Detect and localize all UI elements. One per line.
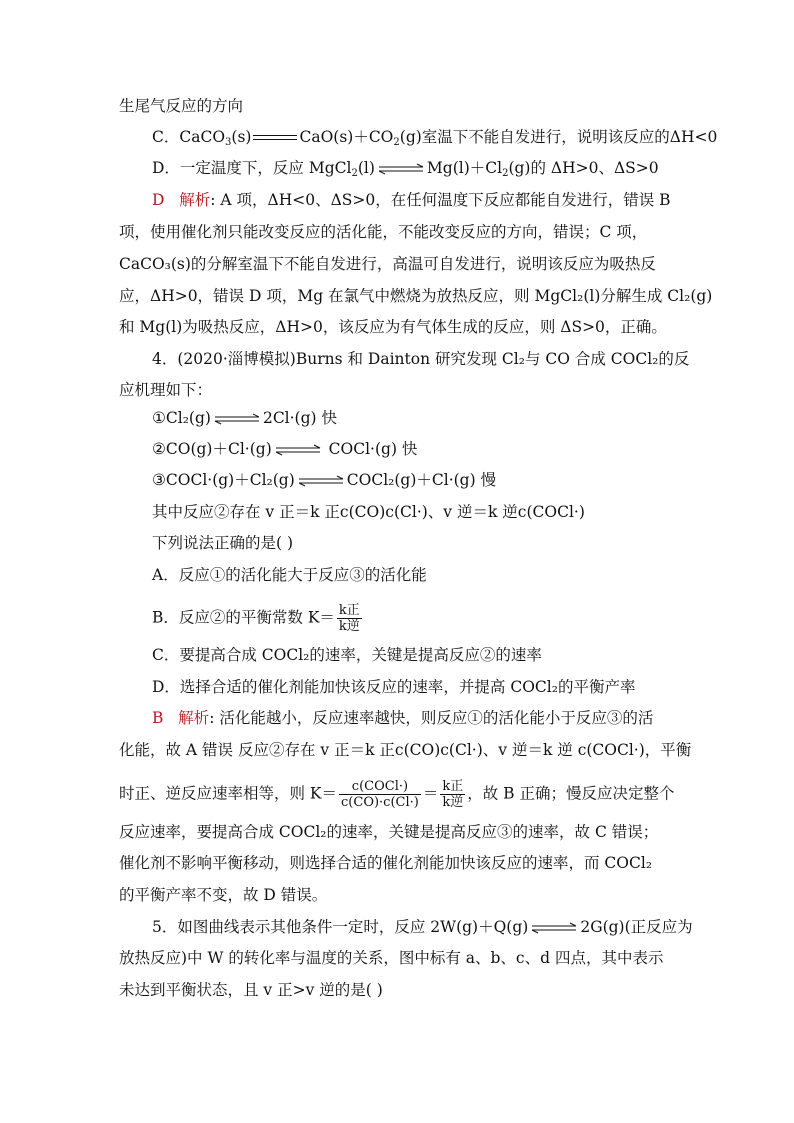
- text-line: [119, 822, 658, 842]
- text: CaO(s)＋CO: [299, 128, 394, 146]
- reversible-arrow-icon: [377, 163, 425, 175]
- option-c-line: C．CaCO$_3$(s) $CaO(s)+CO_2(g)$室温下不能自发进行，说明该反应的ΔH<0: [152, 128, 718, 148]
- text: CaCO₃(s)的分解室温下不能自发进行，高温可自发进行，说明该反应为吸热反: [119, 255, 656, 273]
- option-c: [152, 645, 542, 665]
- numerator: k正: [338, 603, 360, 618]
- equals-sign-icon: [253, 132, 297, 144]
- reversible-arrow-icon: [297, 475, 345, 487]
- text: (s): [231, 128, 252, 146]
- text: 生尾气反应的方向: [119, 97, 244, 115]
- option-b: [152, 603, 364, 634]
- text: ③COCl·(g)＋Cl₂(g): [152, 471, 295, 489]
- answer-letter: B: [152, 709, 164, 727]
- reversible-arrow-icon: [213, 413, 261, 425]
- mechanism-step-1: [152, 408, 337, 428]
- text: : 活化能越小，反应速率越快，则反应①的活化能小于反应③的活: [209, 709, 654, 727]
- text-line: [119, 317, 667, 337]
- text: COCl₂(g)＋Cl·(g) 慢: [346, 471, 497, 489]
- answer-letter: D: [152, 191, 165, 209]
- text: 项，使用催化剂只能改变反应的活化能，不能改变反应的方向，错误；C 项，: [119, 223, 648, 241]
- text: 反应速率，要提高合成 COCl₂的速率，关键是提高反应③的速率，故 C 错误；: [119, 823, 659, 841]
- text: D．选择合适的催化剂能加快该反应的速率，并提高 COCl₂的平衡产率: [152, 678, 636, 696]
- question-5-line: [152, 917, 693, 937]
- text: 5．如图曲线表示其他条件一定时，反应 2W(g)＋Q(g): [152, 918, 529, 936]
- text-line: [119, 853, 652, 873]
- text: C．CaCO: [152, 128, 226, 146]
- text: ②CO(g)＋Cl·(g): [152, 440, 272, 458]
- text-line: [119, 222, 647, 242]
- text: 化能，故 A 错误 反应②存在 v 正＝k 正c(CO)c(Cl·)、v 逆＝k 逆 c(COCl·)，平衡: [119, 741, 692, 759]
- option-d-line: D．一定温度下，反应 MgCl$_2$(l) $Mg(l)+Cl_2(g)$的 ΔH>0、ΔS>0: [152, 159, 659, 179]
- question-prompt: [152, 533, 293, 553]
- text: 和 Mg(l)为吸热反应，ΔH>0，该反应为有气体生成的反应，则 ΔS>0，正确。: [119, 318, 667, 336]
- text: ＝: [422, 784, 439, 803]
- text: : A 项，ΔH<0、ΔS>0，在任何温度下反应都能自发进行，错误 B: [210, 191, 671, 209]
- text: B．反应②的平衡常数 K＝: [152, 608, 335, 627]
- text: 2G(g)(正反应为: [580, 918, 693, 936]
- fraction: [339, 779, 421, 810]
- fraction: [440, 779, 465, 810]
- text: 放热反应)中 W 的转化率与温度的关系，图中标有 a、b、c、d 四点，其中表示: [119, 949, 664, 967]
- reversible-arrow-icon: [530, 922, 578, 934]
- mechanism-step-3: [152, 470, 496, 490]
- text: 其中反应②存在 v 正＝k 正c(CO)c(Cl·)、v 逆＝k 逆c(COCl·): [152, 503, 585, 521]
- option-a: [152, 565, 427, 585]
- equation-line: [119, 779, 675, 810]
- denominator: c(CO)·c(Cl·): [341, 795, 419, 810]
- text-line: [119, 96, 243, 116]
- text: 的平衡产率不变，故 D 错误。: [119, 886, 328, 904]
- reversible-arrow-icon: [274, 444, 322, 456]
- text-line: [119, 380, 212, 400]
- numerator: k正: [442, 779, 464, 794]
- text: ①Cl₂(g): [152, 409, 211, 427]
- fraction: [337, 603, 362, 634]
- text: 下列说法正确的是( ): [152, 534, 294, 552]
- explanation-line: [152, 190, 671, 210]
- text: 催化剂不影响平衡移动，则选择合适的催化剂能加快该反应的速率，而 COCl₂: [119, 854, 653, 872]
- text: 4．(2020·淄博模拟)Burns 和 Dainton 研究发现 Cl₂与 CO 合成 COCl₂的反: [152, 350, 690, 368]
- text: Mg(l)＋Cl: [426, 159, 503, 177]
- mechanism-step-2: [152, 439, 417, 459]
- text: ，故 B 正确；慢反应决定整个: [467, 784, 675, 803]
- text: (g)的 ΔH>0、ΔS>0: [508, 159, 659, 177]
- text: (g)室温下不能自发进行，说明该反应的ΔH<0: [399, 128, 718, 146]
- text-line: [152, 502, 585, 522]
- text: 应，ΔH>0，错误 D 项，Mg 在氯气中燃烧为放热反应，则 MgCl₂(l)分解生成 Cl₂(g): [119, 287, 713, 305]
- text: C．要提高合成 COCl₂的速率，关键是提高反应②的速率: [152, 646, 542, 664]
- text: 2Cl·(g) 快: [262, 409, 338, 427]
- text: A．反应①的活化能大于反应③的活化能: [152, 566, 427, 584]
- denominator: k逆: [338, 619, 360, 634]
- text-line: [119, 885, 327, 905]
- text: D．一定温度下，反应 MgCl: [152, 159, 352, 177]
- question-4-line: [152, 349, 689, 369]
- text-line: [119, 948, 663, 968]
- text: COCl·(g) 快: [323, 440, 418, 458]
- text: 未达到平衡状态，且 v 正>v 逆的是( ): [119, 981, 383, 999]
- option-d: [152, 677, 635, 697]
- text: (l): [357, 159, 375, 177]
- text-line: [119, 740, 691, 760]
- text-line: [119, 254, 656, 274]
- text: 时正、逆反应速率相等，则 K＝: [119, 784, 338, 803]
- text: 应机理如下：: [119, 381, 213, 399]
- text-line: [119, 980, 383, 1000]
- explanation-label: 解析: [178, 709, 210, 727]
- explanation-label: 解析: [179, 191, 211, 209]
- explanation-line: [152, 708, 653, 728]
- text-line: [119, 286, 712, 306]
- denominator: k逆: [442, 795, 464, 810]
- numerator: c(COCl·): [339, 779, 421, 795]
